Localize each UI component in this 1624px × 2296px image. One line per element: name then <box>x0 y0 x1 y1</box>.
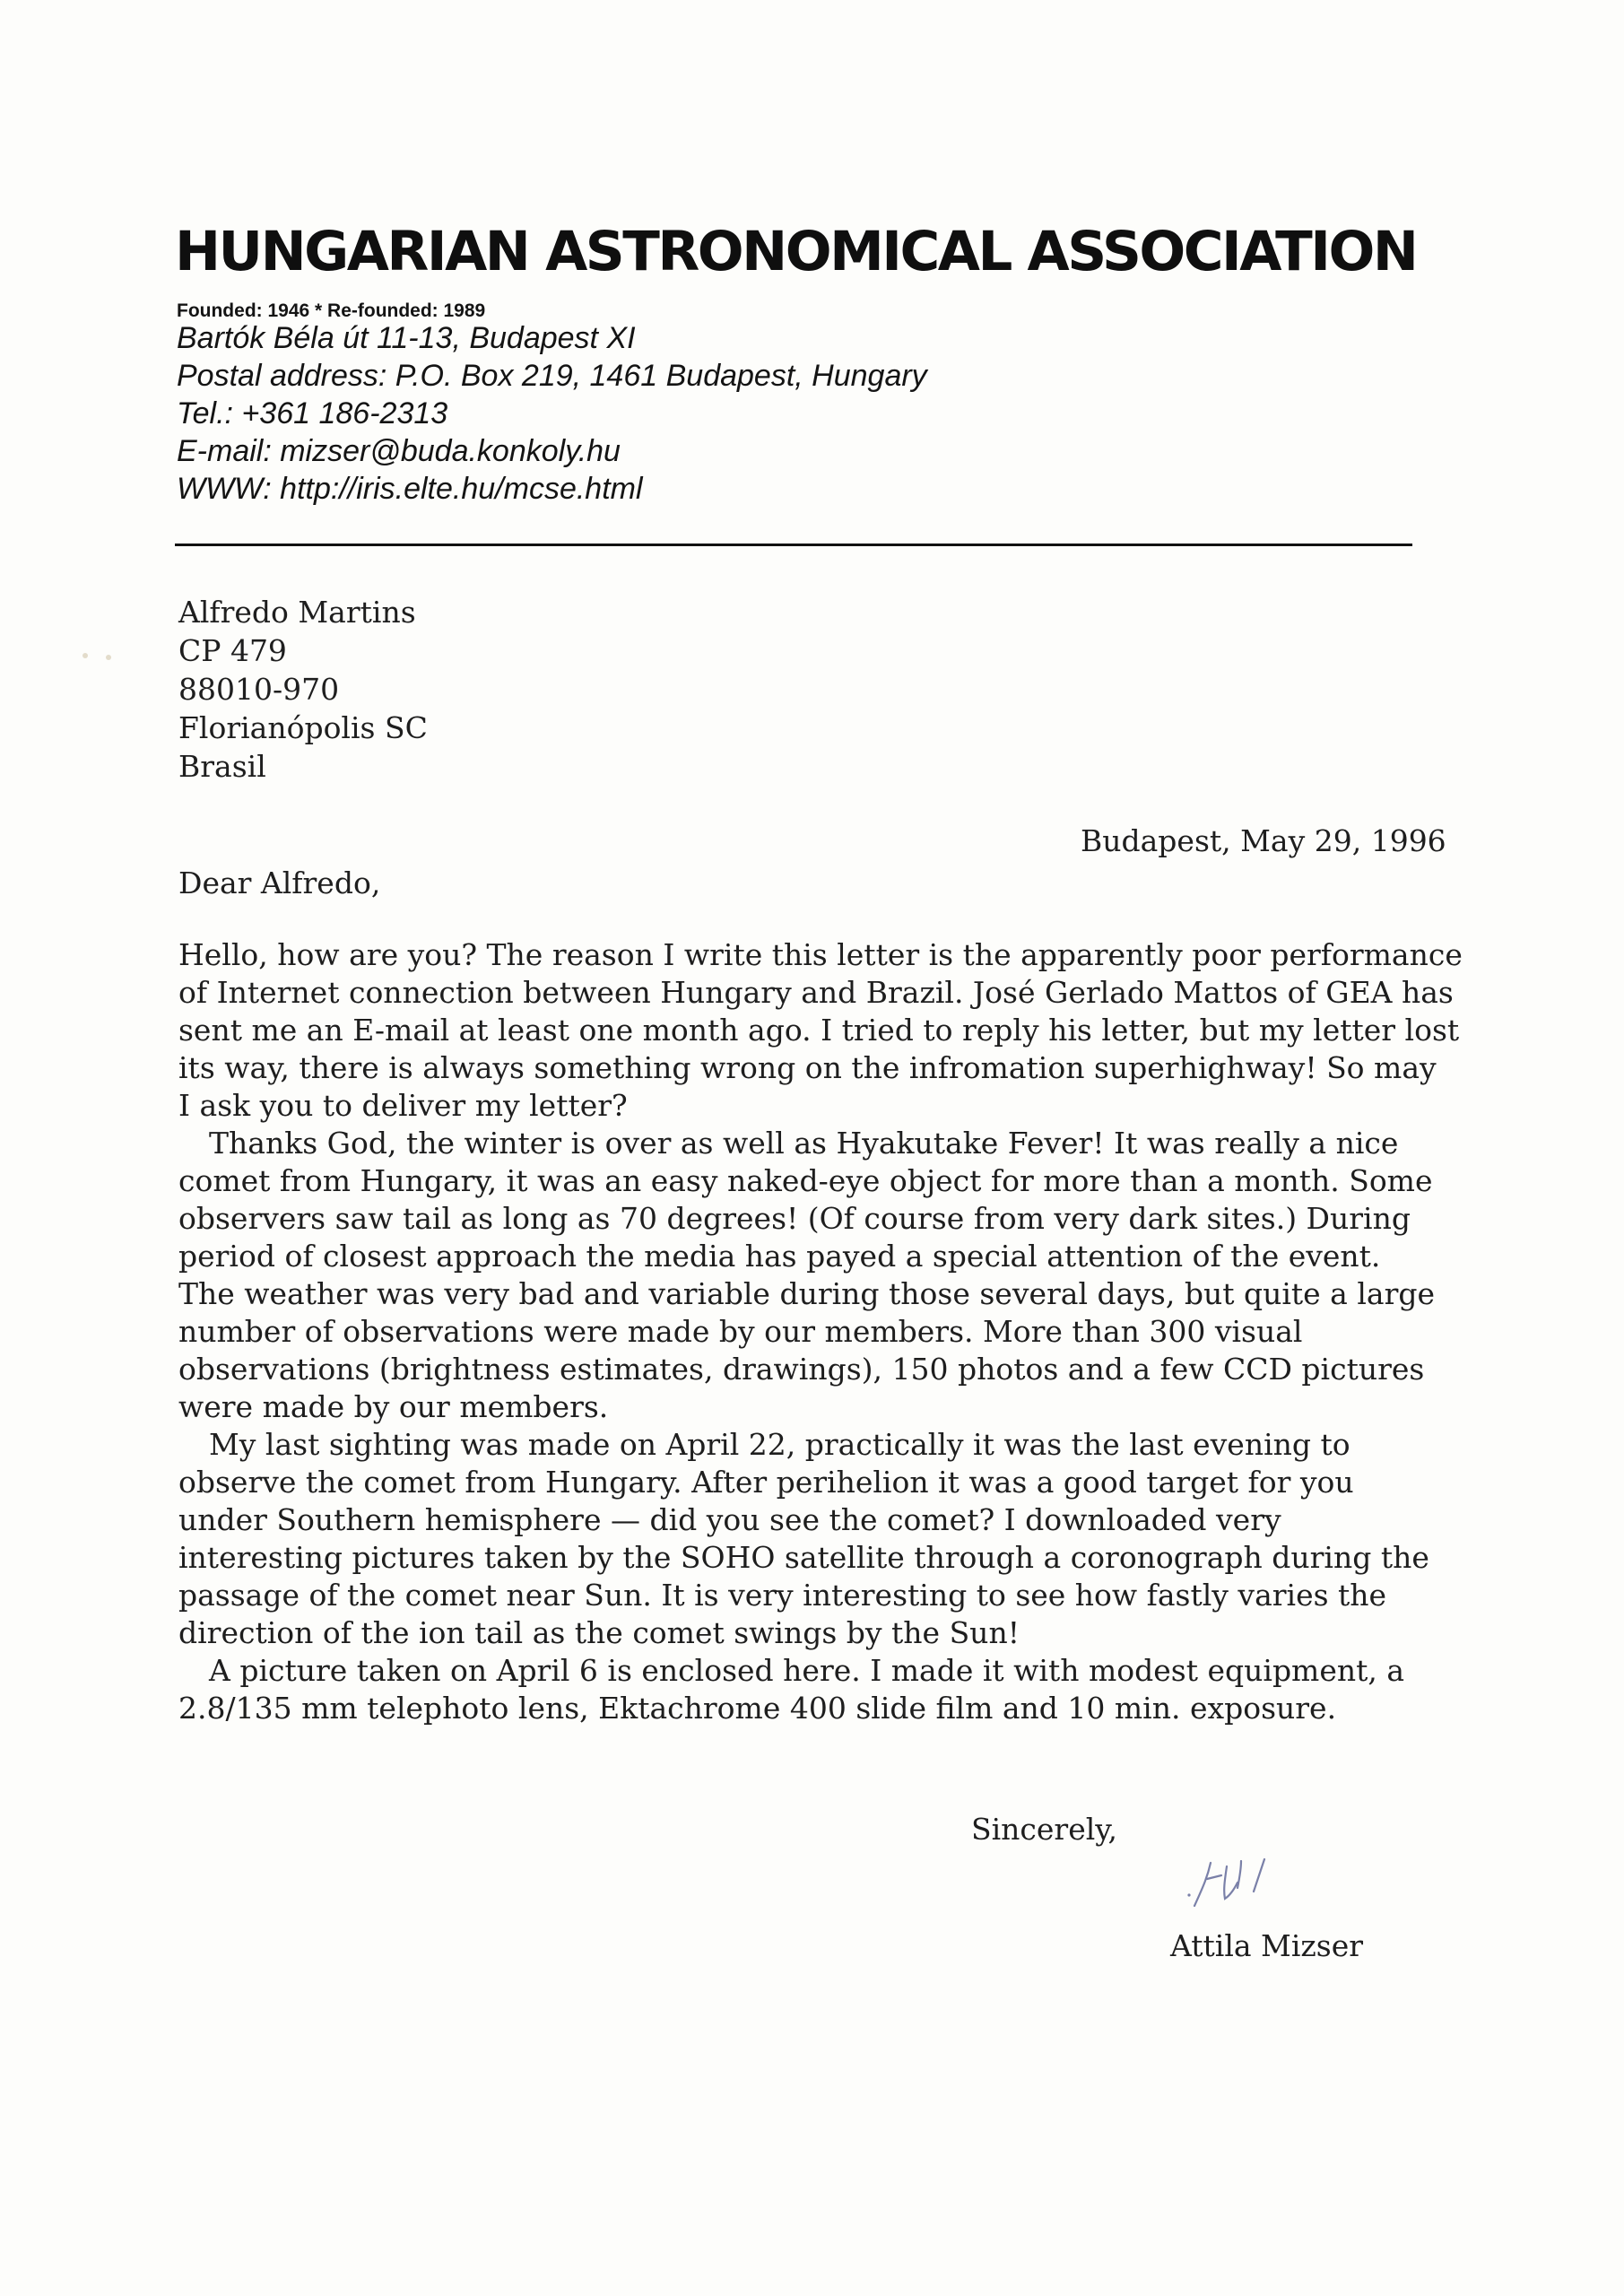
body-line: I ask you to deliver my letter? <box>178 1088 628 1123</box>
recipient-postcode: 88010-970 <box>178 672 340 707</box>
letter-date: Budapest, May 29, 1996 <box>1081 823 1446 858</box>
telephone: Tel.: +361 186-2313 <box>177 396 448 430</box>
paper-smudge <box>83 653 88 658</box>
body-line: 2.8/135 mm telephoto lens, Ektachrome 400 slide film and 10 min. exposure. <box>178 1691 1337 1726</box>
postal-address: Postal address: P.O. Box 219, 1461 Budapest, Hungary <box>177 359 927 393</box>
recipient-city: Florianópolis SC <box>178 710 428 745</box>
body-line: observe the comet from Hungary. After perihelion it was a good target for you <box>178 1465 1354 1500</box>
email-address: E-mail: mizser@buda.konkoly.hu <box>177 434 621 468</box>
body-line: passage of the comet near Sun. It is very interesting to see how fastly varies the <box>178 1578 1387 1613</box>
organization-name: HUNGARIAN ASTRONOMICAL ASSOCIATION <box>175 220 1417 283</box>
letterhead-divider <box>175 544 1412 546</box>
handwritten-signature <box>1175 1843 1318 1915</box>
body-line: period of closest approach the media has payed a special attention of the event. <box>178 1239 1381 1274</box>
closing: Sincerely, <box>971 1812 1118 1847</box>
body-line: Thanks God, the winter is over as well as Hyakutake Fever! It was really a nice <box>209 1126 1399 1161</box>
street-address: Bartók Béla út 11-13, Budapest XI <box>177 321 636 355</box>
website: WWW: http://iris.elte.hu/mcse.html <box>177 472 643 506</box>
body-line: My last sighting was made on April 22, practically it was the last evening to <box>209 1427 1350 1462</box>
body-line: A picture taken on April 6 is enclosed here. I made it with modest equipment, a <box>209 1653 1405 1688</box>
body-line: interesting pictures taken by the SOHO satellite through a coronograph during the <box>178 1540 1429 1575</box>
body-line: Hello, how are you? The reason I write this letter is the apparently poor performance <box>178 937 1463 972</box>
body-line: of Internet connection between Hungary and Brazil. José Gerlado Mattos of GEA has <box>178 975 1454 1010</box>
salutation: Dear Alfredo, <box>178 865 381 900</box>
body-line: under Southern hemisphere — did you see the comet? I downloaded very <box>178 1502 1281 1537</box>
body-line: were made by our members. <box>178 1389 609 1424</box>
body-line: The weather was very bad and variable during those several days, but quite a large <box>178 1276 1436 1311</box>
body-line: direction of the ion tail as the comet swings by the Sun! <box>178 1615 1020 1650</box>
body-line: sent me an E-mail at least one month ago. I tried to reply his letter, but my letter lost <box>178 1013 1460 1048</box>
body-line: its way, there is always something wrong on the infromation superhighway! So may <box>178 1050 1437 1085</box>
founded-line: Founded: 1946 * Re-founded: 1989 <box>177 300 486 321</box>
recipient-box: CP 479 <box>178 633 287 668</box>
body-line: number of observations were made by our members. More than 300 visual <box>178 1314 1303 1349</box>
body-line: observers saw tail as long as 70 degrees! (Of course from very dark sites.) During <box>178 1201 1411 1236</box>
body-line: observations (brightness estimates, drawings), 150 photos and a few CCD pictures <box>178 1352 1425 1387</box>
recipient-country: Brasil <box>178 749 266 784</box>
recipient-name: Alfredo Martins <box>178 595 416 630</box>
paper-smudge <box>106 655 111 660</box>
body-line: comet from Hungary, it was an easy naked-eye object for more than a month. Some <box>178 1163 1433 1198</box>
signer-name: Attila Mizser <box>1170 1928 1364 1963</box>
